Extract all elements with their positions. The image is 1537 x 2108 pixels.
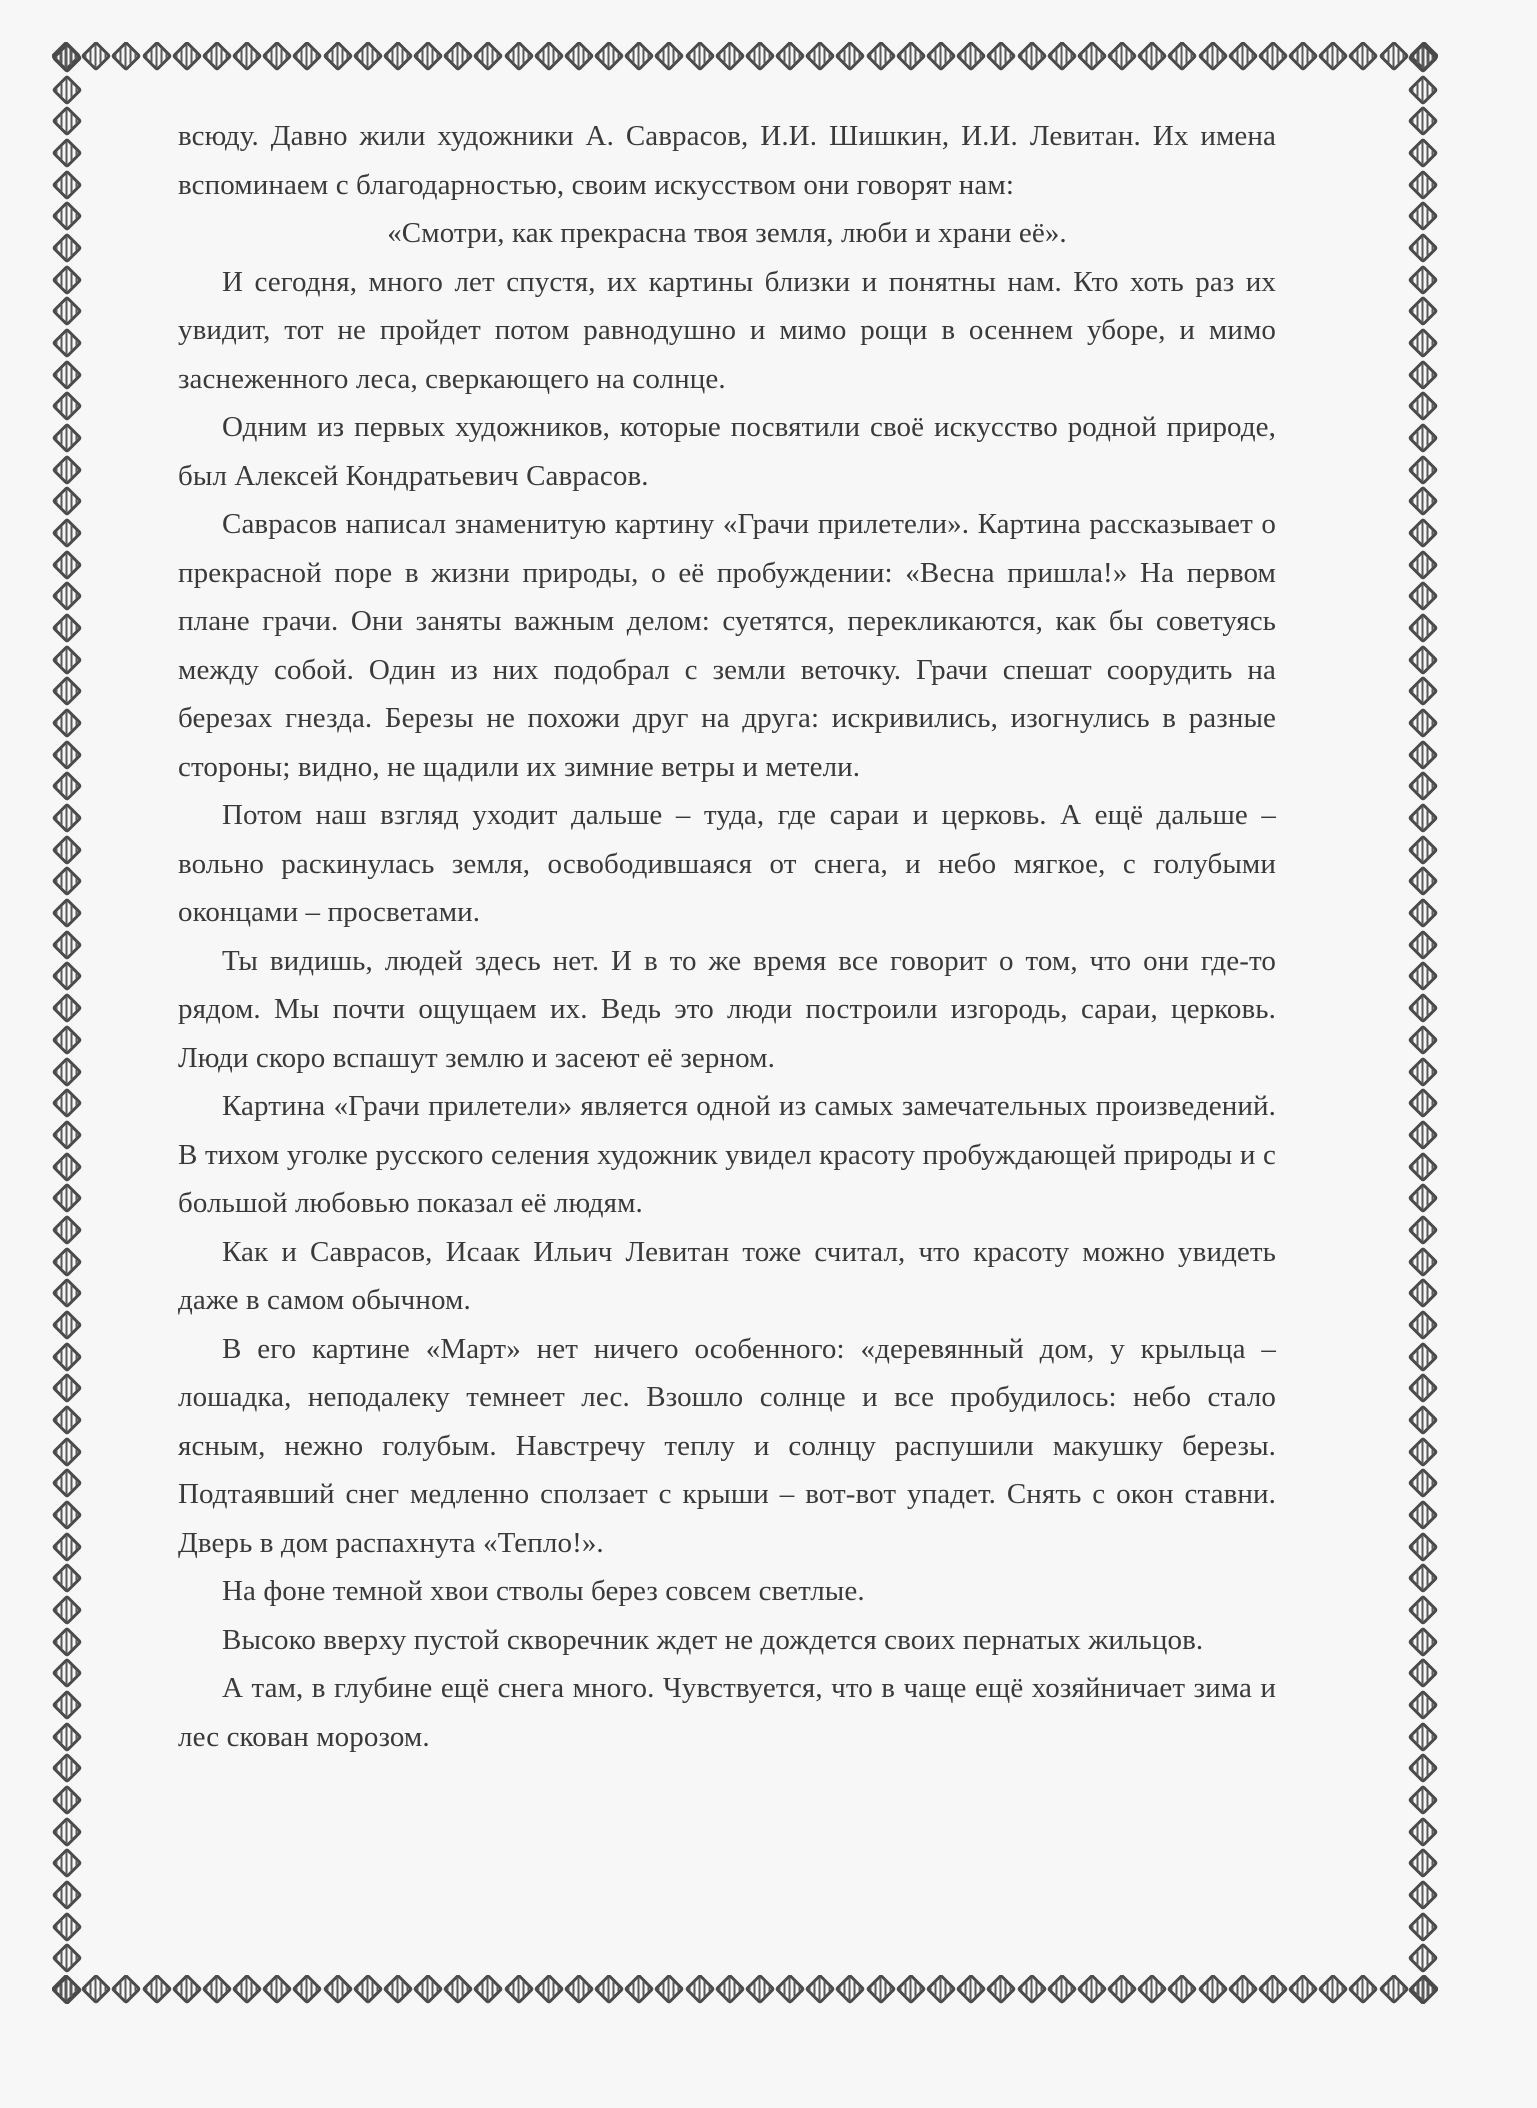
celtic-knot-ornament-icon [563, 1975, 594, 2005]
celtic-knot-ornament-icon [1407, 898, 1438, 929]
celtic-knot-ornament-icon [51, 454, 82, 485]
celtic-knot-ornament-icon [51, 549, 82, 580]
celtic-knot-ornament-icon [413, 1975, 444, 2005]
celtic-knot-ornament-icon [51, 264, 82, 295]
celtic-knot-ornament-icon [1407, 1119, 1438, 1150]
celtic-knot-ornament-icon [775, 1975, 806, 2005]
celtic-knot-ornament-icon [51, 1658, 82, 1689]
celtic-knot-ornament-icon [1407, 1721, 1438, 1752]
celtic-knot-ornament-icon [51, 1183, 82, 1214]
celtic-knot-ornament-icon [51, 1341, 82, 1372]
celtic-knot-ornament-icon [1407, 486, 1438, 517]
paragraph: Высоко вверху пустой скворечник ждет не дождется своих пернатых жильцов. [222, 1623, 1204, 1656]
celtic-knot-ornament-icon [51, 1246, 82, 1277]
celtic-knot-ornament-icon [51, 993, 82, 1024]
celtic-knot-ornament-icon [1257, 1975, 1288, 2005]
celtic-knot-ornament-icon [1407, 296, 1438, 327]
celtic-knot-ornament-icon [201, 42, 232, 72]
celtic-knot-ornament-icon [51, 898, 82, 929]
celtic-knot-ornament-icon [1407, 581, 1438, 612]
celtic-knot-ornament-icon [1257, 42, 1288, 72]
celtic-knot-ornament-icon [51, 834, 82, 865]
celtic-knot-ornament-icon [1137, 42, 1168, 72]
celtic-knot-ornament-icon [1197, 42, 1228, 72]
celtic-knot-ornament-icon [865, 1975, 896, 2005]
celtic-knot-ornament-icon [81, 1975, 112, 2005]
celtic-knot-ornament-icon [1407, 327, 1438, 358]
celtic-knot-ornament-icon [1407, 137, 1438, 168]
celtic-knot-ornament-icon [51, 739, 82, 770]
celtic-knot-ornament-icon [51, 1563, 82, 1594]
celtic-knot-ornament-icon [51, 866, 82, 897]
celtic-knot-ornament-icon [382, 1975, 413, 2005]
celtic-knot-ornament-icon [1227, 42, 1258, 72]
celtic-knot-ornament-icon [1407, 1404, 1438, 1435]
celtic-knot-ornament-icon [865, 42, 896, 72]
celtic-knot-ornament-icon [1407, 1689, 1438, 1720]
celtic-knot-ornament-icon [443, 42, 474, 72]
celtic-knot-ornament-icon [51, 1373, 82, 1404]
paragraph: И сегодня, много лет спустя, их картины близки и понятны нам. Кто хоть раз их увидит, тот не пройдет потом равнодушно и мимо рощи в осеннем уборе, и мимо заснеженного леса, сверкающего на солнце. [178, 265, 1276, 395]
celtic-knot-ornament-icon [1407, 1373, 1438, 1404]
celtic-knot-ornament-icon [1407, 1278, 1438, 1309]
celtic-knot-ornament-icon [322, 1975, 353, 2005]
celtic-knot-ornament-icon [171, 1975, 202, 2005]
celtic-knot-ornament-icon [262, 42, 293, 72]
celtic-knot-ornament-icon [1318, 42, 1349, 72]
celtic-knot-ornament-icon [1407, 1088, 1438, 1119]
ornamental-border-bottom [52, 1975, 1438, 2009]
celtic-knot-ornament-icon [1167, 1975, 1198, 2005]
paragraph: А там, в глубине ещё снега много. Чувствуется, что в чаще ещё хозяйничает зима и лес скован морозом. [178, 1672, 1276, 1753]
celtic-knot-ornament-icon [1378, 42, 1409, 72]
celtic-knot-ornament-icon [51, 1848, 82, 1879]
celtic-knot-ornament-icon [51, 486, 82, 517]
celtic-knot-ornament-icon [1407, 518, 1438, 549]
celtic-knot-ornament-icon [171, 42, 202, 72]
celtic-knot-ornament-icon [51, 676, 82, 707]
celtic-knot-ornament-icon [1407, 1879, 1438, 1910]
celtic-knot-ornament-icon [1407, 1626, 1438, 1657]
celtic-knot-ornament-icon [51, 708, 82, 739]
celtic-knot-ornament-icon [1197, 1975, 1228, 2005]
celtic-knot-ornament-icon [1318, 1975, 1349, 2005]
celtic-knot-ornament-icon [51, 581, 82, 612]
celtic-knot-ornament-icon [1137, 1975, 1168, 2005]
celtic-knot-ornament-icon [352, 1975, 383, 2005]
celtic-knot-ornament-icon [594, 1975, 625, 2005]
celtic-knot-ornament-icon [51, 1404, 82, 1435]
celtic-knot-ornament-icon [1016, 42, 1047, 72]
paragraph: Потом наш взгляд уходит дальше – туда, где сараи и церковь. А ещё дальше – вольно раскинулась земля, освободившаяся от снега, и небо мягкое, с голубыми оконцами – просветами. [178, 799, 1276, 928]
celtic-knot-ornament-icon [1407, 1499, 1438, 1530]
celtic-knot-ornament-icon [1407, 74, 1438, 105]
celtic-knot-ornament-icon [51, 1816, 82, 1847]
celtic-knot-ornament-icon [1407, 993, 1438, 1024]
celtic-knot-ornament-icon [1407, 549, 1438, 580]
celtic-knot-ornament-icon [1407, 739, 1438, 770]
celtic-knot-ornament-icon [51, 1626, 82, 1657]
celtic-knot-ornament-icon [51, 1119, 82, 1150]
celtic-knot-ornament-icon [1407, 359, 1438, 390]
celtic-knot-ornament-icon [51, 1056, 82, 1087]
celtic-knot-ornament-icon [986, 42, 1017, 72]
celtic-knot-ornament-icon [51, 961, 82, 992]
celtic-knot-ornament-icon [835, 1975, 866, 2005]
celtic-knot-ornament-icon [51, 1088, 82, 1119]
celtic-knot-ornament-icon [1348, 42, 1379, 72]
celtic-knot-ornament-icon [1106, 1975, 1137, 2005]
celtic-knot-ornament-icon [111, 1975, 142, 2005]
celtic-knot-ornament-icon [1407, 1911, 1438, 1942]
celtic-knot-ornament-icon [925, 42, 956, 72]
celtic-knot-ornament-icon [1407, 644, 1438, 675]
celtic-knot-ornament-icon [1407, 106, 1438, 137]
ornamental-border-left [50, 44, 84, 2004]
celtic-knot-ornament-icon [141, 42, 172, 72]
celtic-knot-ornament-icon [1407, 454, 1438, 485]
celtic-knot-ornament-icon [1287, 1975, 1318, 2005]
celtic-knot-ornament-icon [51, 771, 82, 802]
celtic-knot-ornament-icon [1407, 423, 1438, 454]
celtic-knot-ornament-icon [51, 1879, 82, 1910]
celtic-knot-ornament-icon [51, 1784, 82, 1815]
celtic-knot-ornament-icon [1407, 1214, 1438, 1245]
celtic-knot-ornament-icon [1227, 1975, 1258, 2005]
celtic-knot-ornament-icon [51, 613, 82, 644]
celtic-knot-ornament-icon [51, 1753, 82, 1784]
celtic-knot-ornament-icon [1407, 1341, 1438, 1372]
celtic-knot-ornament-icon [895, 42, 926, 72]
celtic-knot-ornament-icon [654, 42, 685, 72]
paragraph: Ты видишь, людей здесь нет. И в то же время все говорит о том, что они где-то рядом. Мы почти ощущаем их. Ведь это люди построили изгородь, сараи, церковь. Люди скоро вспашут землю и засеют её зерном. [178, 944, 1276, 1074]
celtic-knot-ornament-icon [1378, 1975, 1409, 2005]
celtic-knot-ornament-icon [1046, 42, 1077, 72]
celtic-knot-ornament-icon [805, 1975, 836, 2005]
celtic-knot-ornament-icon [714, 1975, 745, 2005]
celtic-knot-ornament-icon [1407, 1658, 1438, 1689]
celtic-knot-ornament-icon [1407, 1056, 1438, 1087]
celtic-knot-ornament-icon [1407, 1183, 1438, 1214]
celtic-knot-ornament-icon [322, 42, 353, 72]
celtic-knot-ornament-icon [1407, 1151, 1438, 1182]
celtic-knot-ornament-icon [352, 42, 383, 72]
quote-line: «Смотри, как прекрасна твоя земля, люби и храни её». [387, 217, 1067, 249]
celtic-knot-ornament-icon [1407, 1943, 1438, 1974]
celtic-knot-ornament-icon [51, 1974, 82, 2004]
celtic-knot-ornament-icon [986, 1975, 1017, 2005]
celtic-knot-ornament-icon [1407, 1753, 1438, 1784]
celtic-knot-ornament-icon [956, 1975, 987, 2005]
paragraph: Картина «Грачи прилетели» является одной из самых замечательных произведений. В тихом уголке русского селения художник увидел красоту пробуждающей природы и с большой любовью показал её людям. [178, 1090, 1276, 1219]
celtic-knot-ornament-icon [1407, 803, 1438, 834]
celtic-knot-ornament-icon [1407, 1848, 1438, 1879]
celtic-knot-ornament-icon [1407, 1594, 1438, 1625]
celtic-knot-ornament-icon [1407, 1246, 1438, 1277]
celtic-knot-ornament-icon [503, 1975, 534, 2005]
celtic-knot-ornament-icon [51, 201, 82, 232]
paragraph: Как и Саврасов, Исаак Ильич Левитан тоже считал, что красоту можно увидеть даже в самом обычном. [178, 1235, 1276, 1316]
celtic-knot-ornament-icon [1407, 1816, 1438, 1847]
ornamental-border-right [1406, 44, 1440, 2004]
celtic-knot-ornament-icon [51, 1278, 82, 1309]
celtic-knot-ornament-icon [51, 327, 82, 358]
celtic-knot-ornament-icon [413, 42, 444, 72]
celtic-knot-ornament-icon [51, 1309, 82, 1340]
celtic-knot-ornament-icon [231, 1975, 262, 2005]
celtic-knot-ornament-icon [51, 44, 82, 74]
celtic-knot-ornament-icon [594, 42, 625, 72]
document-text-body [178, 112, 1276, 1761]
celtic-knot-ornament-icon [744, 1975, 775, 2005]
celtic-knot-ornament-icon [775, 42, 806, 72]
celtic-knot-ornament-icon [51, 137, 82, 168]
celtic-knot-ornament-icon [51, 1594, 82, 1625]
celtic-knot-ornament-icon [51, 1024, 82, 1055]
celtic-knot-ornament-icon [1407, 169, 1438, 200]
celtic-knot-ornament-icon [1016, 1975, 1047, 2005]
celtic-knot-ornament-icon [51, 1214, 82, 1245]
celtic-knot-ornament-icon [1407, 1309, 1438, 1340]
celtic-knot-ornament-icon [1407, 1531, 1438, 1562]
celtic-knot-ornament-icon [51, 106, 82, 137]
celtic-knot-ornament-icon [51, 1943, 82, 1974]
celtic-knot-ornament-icon [684, 1975, 715, 2005]
celtic-knot-ornament-icon [1407, 1024, 1438, 1055]
celtic-knot-ornament-icon [1407, 961, 1438, 992]
celtic-knot-ornament-icon [1287, 42, 1318, 72]
celtic-knot-ornament-icon [1407, 708, 1438, 739]
celtic-knot-ornament-icon [1076, 1975, 1107, 2005]
celtic-knot-ornament-icon [1106, 42, 1137, 72]
celtic-knot-ornament-icon [51, 359, 82, 390]
celtic-knot-ornament-icon [51, 1689, 82, 1720]
celtic-knot-ornament-icon [51, 74, 82, 105]
celtic-knot-ornament-icon [805, 42, 836, 72]
celtic-knot-ornament-icon [51, 1499, 82, 1530]
celtic-knot-ornament-icon [895, 1975, 926, 2005]
celtic-knot-ornament-icon [1076, 42, 1107, 72]
celtic-knot-ornament-icon [51, 1468, 82, 1499]
celtic-knot-ornament-icon [1407, 264, 1438, 295]
celtic-knot-ornament-icon [51, 169, 82, 200]
celtic-knot-ornament-icon [51, 391, 82, 422]
celtic-knot-ornament-icon [51, 1531, 82, 1562]
celtic-knot-ornament-icon [1407, 201, 1438, 232]
celtic-knot-ornament-icon [262, 1975, 293, 2005]
celtic-knot-ornament-icon [51, 1436, 82, 1467]
celtic-knot-ornament-icon [1167, 42, 1198, 72]
paragraph: всюду. Давно жили художники А. Саврасов, И.И. Шишкин, И.И. Левитан. Их имена вспоминаем с благодарностью, своим искусством они говорят нам: [178, 120, 1276, 201]
celtic-knot-ornament-icon [684, 42, 715, 72]
celtic-knot-ornament-icon [231, 42, 262, 72]
ornamental-border-top [52, 42, 1438, 76]
paragraph: Саврасов написал знаменитую картину «Грачи прилетели». Картина рассказывает о прекрасной поре в жизни природы, о её пробуждении: «Весна пришла!» На первом плане грачи. Они заняты важным делом: суетятся, перекликаются, как бы советуясь между собой. Один из них подобрал с земли веточку. Грачи спешат соорудить на березах гнезда. Березы не похожи друг на друга: искривились, изогнулись в разные стороны; видно, не щадили их зимние ветры и метели. [178, 508, 1276, 783]
celtic-knot-ornament-icon [744, 42, 775, 72]
celtic-knot-ornament-icon [624, 1975, 655, 2005]
celtic-knot-ornament-icon [382, 42, 413, 72]
celtic-knot-ornament-icon [51, 423, 82, 454]
celtic-knot-ornament-icon [533, 1975, 564, 2005]
celtic-knot-ornament-icon [1407, 929, 1438, 960]
celtic-knot-ornament-icon [1407, 1974, 1438, 2004]
celtic-knot-ornament-icon [473, 1975, 504, 2005]
celtic-knot-ornament-icon [51, 296, 82, 327]
celtic-knot-ornament-icon [1407, 1468, 1438, 1499]
celtic-knot-ornament-icon [111, 42, 142, 72]
celtic-knot-ornament-icon [292, 42, 323, 72]
celtic-knot-ornament-icon [51, 644, 82, 675]
paragraph: В его картине «Март» нет ничего особенного: «деревянный дом, у крыльца – лошадка, неподалеку темнеет лес. Взошло солнце и все пробудилось: небо стало ясным, нежно голубым. Навстречу теплу и солнцу распушили макушку березы. Подтаявший снег медленно сползает с крыши – вот-вот упадет. Снять с окон ставни. Дверь в дом распахнута «Тепло!». [178, 1332, 1276, 1559]
celtic-knot-ornament-icon [563, 42, 594, 72]
celtic-knot-ornament-icon [533, 42, 564, 72]
celtic-knot-ornament-icon [141, 1975, 172, 2005]
celtic-knot-ornament-icon [1046, 1975, 1077, 2005]
celtic-knot-ornament-icon [51, 1911, 82, 1942]
celtic-knot-ornament-icon [956, 42, 987, 72]
celtic-knot-ornament-icon [201, 1975, 232, 2005]
celtic-knot-ornament-icon [51, 1721, 82, 1752]
celtic-knot-ornament-icon [51, 1151, 82, 1182]
celtic-knot-ornament-icon [1407, 866, 1438, 897]
celtic-knot-ornament-icon [503, 42, 534, 72]
celtic-knot-ornament-icon [1407, 1563, 1438, 1594]
celtic-knot-ornament-icon [1348, 1975, 1379, 2005]
celtic-knot-ornament-icon [81, 42, 112, 72]
celtic-knot-ornament-icon [473, 42, 504, 72]
celtic-knot-ornament-icon [1407, 391, 1438, 422]
celtic-knot-ornament-icon [1407, 771, 1438, 802]
celtic-knot-ornament-icon [51, 232, 82, 263]
celtic-knot-ornament-icon [51, 518, 82, 549]
celtic-knot-ornament-icon [1407, 1436, 1438, 1467]
celtic-knot-ornament-icon [1407, 44, 1438, 74]
celtic-knot-ornament-icon [51, 929, 82, 960]
celtic-knot-ornament-icon [835, 42, 866, 72]
celtic-knot-ornament-icon [1407, 1784, 1438, 1815]
celtic-knot-ornament-icon [1407, 232, 1438, 263]
celtic-knot-ornament-icon [292, 1975, 323, 2005]
celtic-knot-ornament-icon [654, 1975, 685, 2005]
celtic-knot-ornament-icon [443, 1975, 474, 2005]
celtic-knot-ornament-icon [714, 42, 745, 72]
celtic-knot-ornament-icon [51, 803, 82, 834]
celtic-knot-ornament-icon [1407, 613, 1438, 644]
paragraph: На фоне темной хвои стволы берез совсем светлые. [222, 1575, 865, 1607]
celtic-knot-ornament-icon [925, 1975, 956, 2005]
paragraph: Одним из первых художников, которые посвятили своё искусство родной природе, был Алексей Кондратьевич Саврасов. [178, 411, 1276, 492]
celtic-knot-ornament-icon [624, 42, 655, 72]
celtic-knot-ornament-icon [1407, 676, 1438, 707]
celtic-knot-ornament-icon [1407, 834, 1438, 865]
